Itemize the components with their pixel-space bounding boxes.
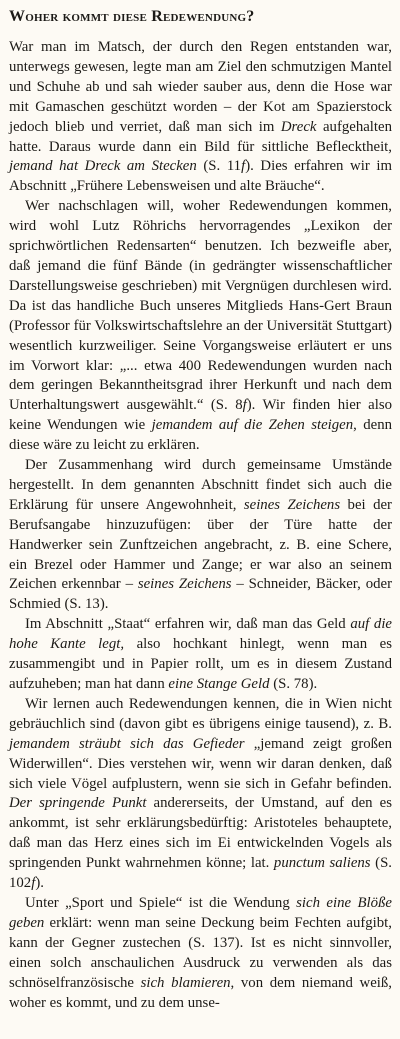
italic-phrase: f	[31, 875, 36, 892]
text-run: , denn diese wäre zu leicht zu erklären.	[9, 417, 393, 454]
text-run: (S. 78).	[269, 676, 318, 692]
paragraph	[9, 456, 392, 615]
italic-phrase: f	[242, 397, 247, 414]
italic-phrase: Dreck	[280, 118, 317, 135]
italic-phrase: f	[241, 158, 246, 175]
text-run: Der Zusammenhang wird durch gemeinsame Umstände hergestellt. In dem genannten Abschnitt findet sich auch die Erklärung für unsere Angewohnheit,	[9, 457, 392, 513]
italic-phrase: seines Zeichens	[243, 496, 341, 513]
text-run: (S. 102	[9, 855, 392, 892]
article-body	[9, 38, 392, 1013]
text-run: Wer nachschlagen will, woher Redewendungen kommen, wird wohl Lutz Röhrichs hervorragendes „Lexikon der sprichwörtlichen Redensarten“ benutzen. Ich bezweifle aber, daß jemand die fünf Bände (in gedrängter wissenschaftlicher Darstellungsweise geschrieben) mit Vergnügen durchlesen wird. Da ist das handliche Buch unseres Mitglieds Hans-Gert Braun (Professor für Volkswirtschaftslehre an der Universität Stuttgart) wesentlich kurzweiliger. Seine Vorgangsweise erläutert er uns im Vorwort klar: „... etwa 400 Redewendungen wurden nach dem geringen Bekanntheitsgrad ihrer Herkunft und nach dem Unterhaltungswert ausgewählt.“ (S. 8	[9, 198, 392, 414]
italic-phrase: seines Zeichens	[137, 576, 232, 593]
text-run: andererseits, der Umstand, auf den es ankommt, ist sehr erklärungsbedürftig: Aristoteles behauptete, daß man das Herz eines sich im Ei entwickelnden Vogels als springenden Punkt wahrnehmen könne; lat.	[9, 795, 392, 872]
text-run: – Schneider, Bäcker, oder Schmied (S. 13).	[9, 576, 393, 613]
paragraph	[9, 695, 392, 894]
italic-phrase: jemandem sträubt sich das Gefieder	[9, 735, 245, 752]
text-run: „jemand zeigt großen Widerwillen“. Dies verstehen wir, wenn wir daran denken, daß sich viele Vögel aufplustern, wenn sie sich in Gefahr befinden.	[9, 735, 393, 792]
paragraph	[9, 615, 392, 695]
text-run: erklärt: wenn man seine Deckung beim Fechten aufgibt, kann der Gegner zustechen (S. 137). Ist es nicht sinnvoller, einen solch anschaulichen Ausdruck zu verwenden als das schnöselfranzösische	[9, 914, 392, 991]
text-run: (S. 11	[196, 158, 242, 175]
text-run: ).	[35, 875, 44, 892]
italic-phrase: sich blamieren	[140, 974, 231, 991]
italic-phrase: punctum saliens	[273, 855, 371, 872]
text-run: War man im Matsch, der durch den Regen entstanden war, unterwegs gewesen, legte man am Ziel den schmutzigen Mantel und Schuhe ab und sah wieder sauber aus, denn die Hose war mit Gamaschen geschützt worden – der Kot am Spazierstock jedoch blieb und verriet, daß man sich im	[9, 39, 392, 135]
italic-phrase: Der springende Punkt	[9, 795, 147, 812]
italic-phrase: sich eine Blöße geben	[9, 894, 392, 931]
italic-phrase: auf die hohe Kante legt,	[9, 616, 392, 653]
paragraph	[9, 894, 392, 1013]
paragraph	[9, 38, 392, 197]
text-run: bei der Berufsangabe hinzuzufügen: über der Türe hatte der Handwerker sein Zunftzeichen angebracht, z. B. eine Schere, ein Brezel oder Hammer und Zange; er war also an seinem Zeichen erkennbar –	[9, 496, 392, 593]
italic-phrase: jemand hat Dreck am Stecken	[9, 158, 197, 175]
italic-phrase: eine Stange Geld	[168, 676, 270, 692]
text-run: also hochkant hinlegt, wenn man es zusammengibt und in Papier rollt, um es in diesem Zustand aufzuheben; man hat dann	[9, 636, 392, 692]
article-heading: Woher kommt diese Redewendung?	[9, 8, 255, 25]
text-run: aufgehalten hatte. Daraus wurde dann ein Bild für sittliche Beflecktheit,	[9, 118, 392, 155]
text-run: , von dem niemand weiß, woher es kommt, und zu dem unse-	[9, 974, 392, 1011]
text-run: ). Dies erfahren wir im Abschnitt „Frühere Lebensweisen und alte Bräuche“.	[9, 158, 392, 195]
italic-phrase: jemandem auf die Zehen steigen	[151, 417, 354, 434]
paragraph	[9, 197, 392, 456]
text-run: Wir lernen auch Redewendungen kennen, die in Wien nicht gebräuchlich sind (davon gibt es übrigens einige tausend), z. B.	[9, 695, 392, 732]
text-run: Im Abschnitt „Staat“ erfahren wir, daß man das Geld	[25, 616, 351, 633]
text-run: ). Wir finden hier also keine Wendungen wie	[9, 397, 392, 434]
text-run: Unter „Sport und Spiele“ ist die Wendung	[25, 894, 297, 911]
